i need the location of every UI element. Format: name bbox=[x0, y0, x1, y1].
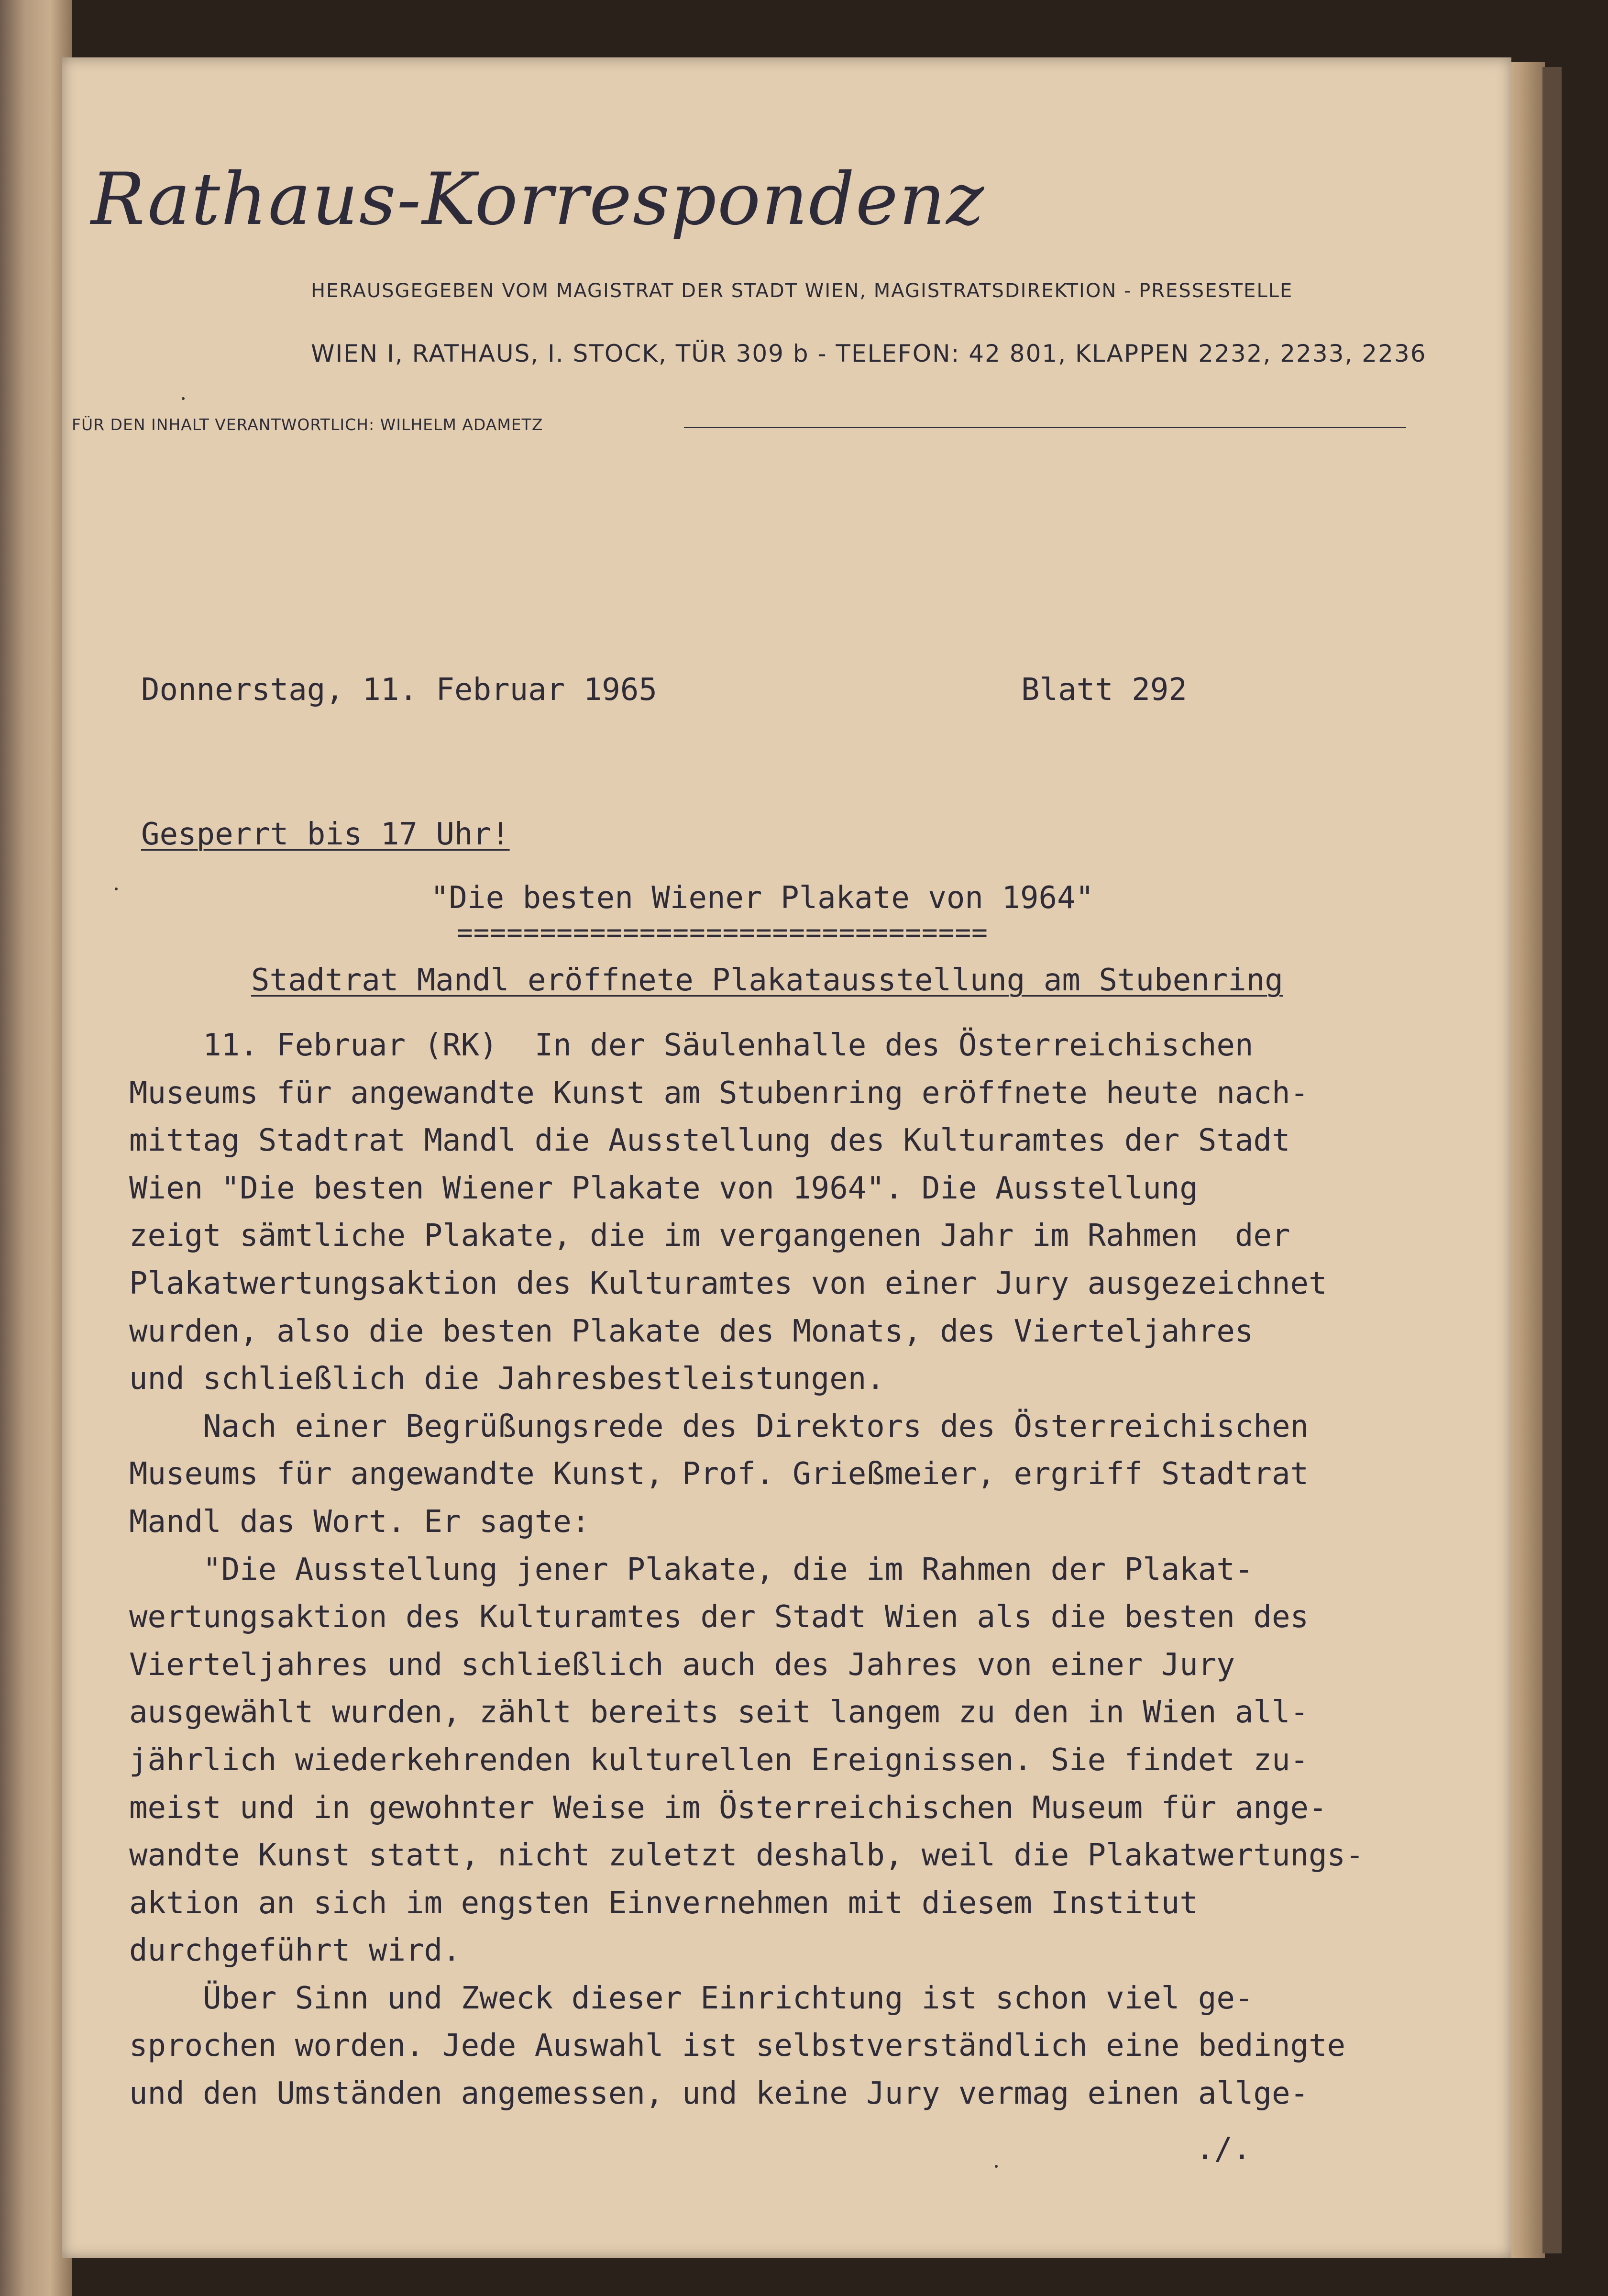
responsible-line: FÜR DEN INHALT VERANTWORTLICH: WILHELM ADAMETZ bbox=[72, 415, 543, 434]
body-line: wertungsaktion des Kulturamtes der Stadt Wien als die besten des bbox=[129, 1599, 1309, 1635]
paper-speck bbox=[182, 397, 185, 400]
paper-speck bbox=[995, 2165, 998, 2168]
body-line: jährlich wiederkehrenden kulturellen Ereignissen. Sie findet zu- bbox=[129, 1742, 1309, 1778]
body-line: Wien "Die besten Wiener Plakate von 1964". Die Ausstellung bbox=[129, 1170, 1198, 1206]
body-line: und den Umständen angemessen, und keine Jury vermag einen allge- bbox=[129, 2076, 1309, 2112]
body-line: Museums für angewandte Kunst, Prof. Grießmeier, ergriff Stadtrat bbox=[129, 1456, 1309, 1492]
body-line: wurden, also die besten Plakate des Monats, des Vierteljahres bbox=[129, 1313, 1254, 1349]
page-edges bbox=[1507, 62, 1545, 2258]
body-line: wandte Kunst statt, nicht zuletzt deshalb, weil die Plakatwertungs- bbox=[129, 1838, 1364, 1874]
body-line: Über Sinn und Zweck dieser Einrichtung ist schon viel ge- bbox=[129, 1980, 1254, 2016]
title-underline: ================================ bbox=[457, 917, 988, 948]
body-line: Plakatwertungsaktion des Kulturamtes von einer Jury ausgezeichnet bbox=[129, 1265, 1327, 1301]
responsible-rule bbox=[684, 427, 1406, 428]
article-subtitle: Stadtrat Mandl eröffnete Plakatausstellung am Stubenring bbox=[251, 963, 1283, 998]
page-edges-shadow bbox=[1542, 67, 1562, 2253]
body-line: ausgewählt wurden, zählt bereits seit langem zu den in Wien all- bbox=[129, 1695, 1309, 1730]
masthead-title: Rathaus-Korrespondenz bbox=[91, 158, 985, 241]
article-title: "Die besten Wiener Plakate von 1964" bbox=[430, 880, 1094, 916]
body-line: aktion an sich im engsten Einvernehmen mit diesem Institut bbox=[129, 1885, 1198, 1921]
body-line: meist und in gewohnter Weise im Österreichischen Museum für ange- bbox=[129, 1790, 1327, 1826]
body-line: Museums für angewandte Kunst am Stubenring eröffnete heute nach- bbox=[129, 1075, 1309, 1111]
paper-speck bbox=[115, 887, 118, 890]
embargo-note: Gesperrt bis 17 Uhr! bbox=[141, 817, 510, 852]
body-line: mittag Stadtrat Mandl die Ausstellung des Kulturamtes der Stadt bbox=[129, 1123, 1290, 1159]
body-line: 11. Februar (RK) In der Säulenhalle des Österreichischen bbox=[129, 1028, 1254, 1063]
address-line: WIEN I, RATHAUS, I. STOCK, TÜR 309 b - TELEFON: 42 801, KLAPPEN 2232, 2233, 2236 bbox=[311, 340, 1427, 367]
publisher-line: HERAUSGEGEBEN VOM MAGISTRAT DER STADT WIEN, MAGISTRATSDIREKTION - PRESSESTELLE bbox=[311, 280, 1293, 302]
body-line: Nach einer Begrüßungsrede des Direktors des Österreichischen bbox=[129, 1409, 1309, 1444]
body-line: Vierteljahres und schließlich auch des Jahres von einer Jury bbox=[129, 1647, 1235, 1683]
body-line: "Die Ausstellung jener Plakate, die im Rahmen der Plakat- bbox=[129, 1552, 1254, 1587]
body-text bbox=[129, 1022, 1425, 2118]
sheet-number: Blatt 292 bbox=[1021, 672, 1187, 708]
continuation-mark: ./. bbox=[1196, 2131, 1251, 2167]
document-date: Donnerstag, 11. Februar 1965 bbox=[141, 672, 657, 708]
body-line: sprochen worden. Jede Auswahl ist selbstverständlich eine bedingte bbox=[129, 2028, 1346, 2064]
body-line: Mandl das Wort. Er sagte: bbox=[129, 1504, 590, 1540]
book-binding bbox=[0, 0, 72, 2296]
body-line: zeigt sämtliche Plakate, die im vergangenen Jahr im Rahmen der bbox=[129, 1218, 1290, 1254]
body-line: durchgeführt wird. bbox=[129, 1933, 461, 1969]
body-line: und schließlich die Jahresbestleistungen. bbox=[129, 1361, 885, 1397]
